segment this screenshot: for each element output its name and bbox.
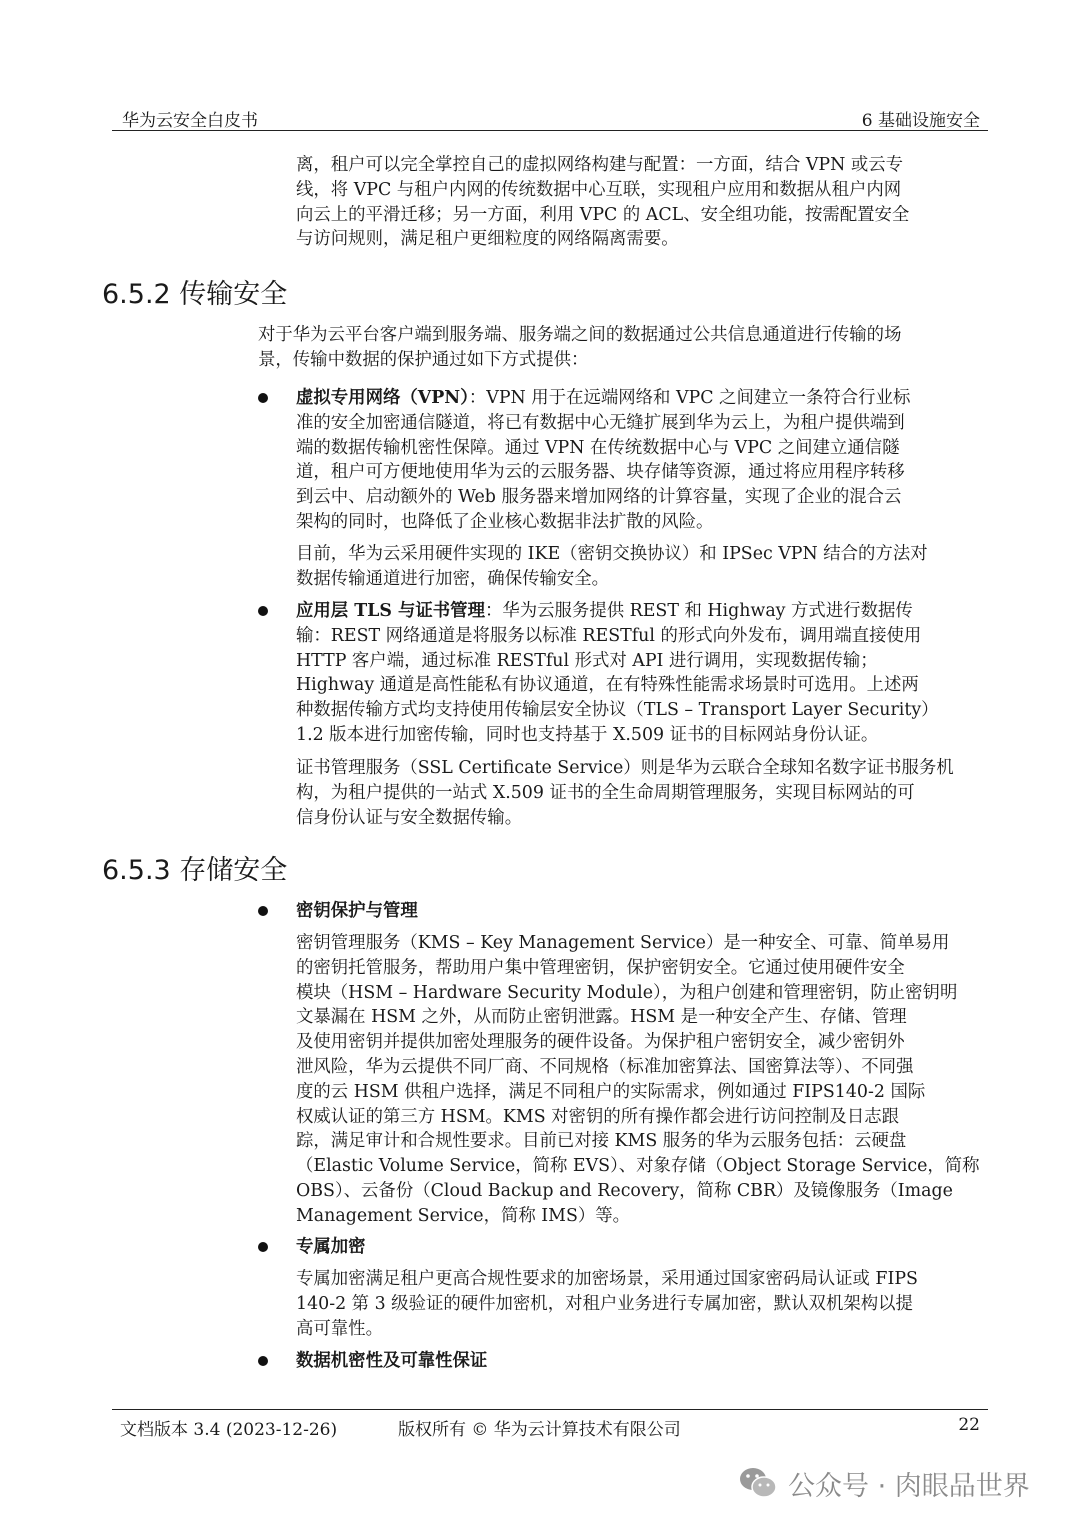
vpn-paragraph <box>296 386 976 535</box>
section-heading-653: 6.5.3 存储安全 <box>102 855 288 886</box>
dedicated-title: 专属加密 <box>296 1237 366 1257</box>
kms-title: 密钥保护与管理 <box>296 901 418 921</box>
text-line: 准的安全加密通信隧道，将已有数据中心无缝扩展到华为云上，为租户提供端到 <box>296 412 905 433</box>
text-line: 权威认证的第三方 HSM。KMS 对密钥的所有操作都会进行访问控制及日志跟 <box>296 1106 899 1127</box>
kms-paragraph <box>296 931 980 1229</box>
copyright: 版权所有 © 华为云计算技术有限公司 <box>398 1420 681 1440</box>
text-line: 目前，华为云采用硬件实现的 IKE（密钥交换协议）和 IPSec VPN 结合的方法对 <box>296 544 928 564</box>
text-line: 的密钥托管服务，帮助用户集中管理密钥，保护密钥安全。它通过使用硬件安全 <box>296 957 905 978</box>
text-line: 高可靠性。 <box>296 1318 383 1339</box>
page-header <box>112 104 988 131</box>
text-line: 及使用密钥并提供加密处理服务的硬件设备。为保护租户密钥安全，减少密钥外 <box>296 1032 905 1053</box>
bullet-marker <box>258 906 268 916</box>
text-line: （Elastic Volume Service，简称 EVS）、对象存储（Object Storage Service，简称 <box>296 1156 980 1177</box>
text-line: Management Service，简称 IMS）等。 <box>296 1205 631 1226</box>
text-line: 对于华为云平台客户端到服务端、服务端之间的数据通过公共信息通道进行传输的场 <box>258 325 902 345</box>
wechat-icon <box>738 1466 778 1500</box>
tls-first-line: ：华为云服务提供 REST 和 Highway 方式进行数据传 <box>484 601 913 621</box>
intro-paragraph <box>296 153 976 252</box>
tls-paragraph <box>296 599 976 748</box>
vpn-first-line: ：VPN 用于在远端网络和 VPC 之间建立一条符合行业标 <box>468 388 911 408</box>
page-number: 22 <box>958 1415 980 1435</box>
text-line: 景，传输中数据的保护通过如下方式提供： <box>258 349 589 370</box>
bullet-marker <box>258 1242 268 1252</box>
text-line: 到云中、启动额外的 Web 服务器来增加网络的计算容量，实现了企业的混合云 <box>296 487 902 508</box>
text-line: 离，租户可以完全掌控自己的虚拟网络构建与配置：一方面，结合 VPN 或云专 <box>296 155 904 175</box>
text-line: 密钥管理服务（KMS – Key Management Service）是一种安全、可靠、简单易用 <box>296 933 950 953</box>
tls-extra-paragraph <box>296 756 976 830</box>
doc-version: 文档版本 3.4 (2023-12-26) <box>120 1420 338 1440</box>
chapter-title: 6 基础设施安全 <box>861 111 980 131</box>
text-line: 踪，满足审计和合规性要求。目前已对接 KMS 服务的华为云服务包括：云硬盘 <box>296 1131 907 1152</box>
text-line: 向云上的平滑迁移；另一方面，利用 VPC 的 ACL、安全组功能，按需配置安全 <box>296 204 910 225</box>
text-line: 线，将 VPC 与租户内网的传统数据中心互联，实现租户应用和数据从租户内网 <box>296 179 902 200</box>
dedicated-paragraph <box>296 1267 976 1341</box>
text-line: 泄风险，华为云提供不同厂商、不同规格（标准加密算法、国密算法等）、不同强 <box>296 1056 914 1077</box>
text-line: 140-2 第 3 级验证的硬件加密机，对租户业务进行专属加密，默认双机架构以提 <box>296 1293 913 1314</box>
watermark <box>738 1461 1030 1505</box>
bullet-marker <box>258 393 268 403</box>
text-line: 构，为租户提供的一站式 X.509 证书的全生命周期管理服务，实现目标网站的可 <box>296 782 915 803</box>
text-line: 模块（HSM – Hardware Security Module），为租户创建和管理密钥，防止密钥明 <box>296 982 958 1003</box>
text-line: 道，租户可方便地使用华为云的云服务器、块存储等资源，通过将应用程序转移 <box>296 462 905 483</box>
text-line: 证书管理服务（SSL Certificate Service）则是华为云联合全球知名数字证书服务机 <box>296 758 954 778</box>
text-line: 数据传输通道进行加密，确保传输安全。 <box>296 568 610 589</box>
text-line: 专属加密满足租户更高合规性要求的加密场景，采用通过国家密码局认证或 FIPS <box>296 1269 918 1289</box>
text-line: 输：REST 网络通道是将服务以标准 RESTful 的形式向外发布，调用端直接使用 <box>296 625 922 646</box>
text-line: 架构的同时，也降低了企业核心数据非法扩散的风险。 <box>296 511 714 532</box>
bullet-marker <box>258 606 268 616</box>
tls-title: 应用层 TLS 与证书管理 <box>296 601 485 621</box>
kms-title-line <box>296 899 976 924</box>
text-line: 1.2 版本进行加密传输，同时也支持基于 X.509 证书的目标网站身份认证。 <box>296 724 879 745</box>
watermark-text: 公众号 · 肉眼品世界 <box>788 1470 1030 1502</box>
text-line: Highway 通道是高性能私有协议通道，在有特殊性能需求场景时可选用。上述两 <box>296 675 919 696</box>
vpn-title: 虚拟专用网络（VPN） <box>296 388 469 408</box>
text-line: 信身份认证与安全数据传输。 <box>296 807 523 828</box>
bullet-marker <box>258 1356 268 1366</box>
vpn-extra-paragraph <box>296 542 976 592</box>
text-line <box>296 386 976 411</box>
doc-title: 华为云安全白皮书 <box>122 111 258 131</box>
text-line: 与访问规则，满足租户更细粒度的网络隔离需要。 <box>296 229 679 250</box>
text-line <box>296 599 976 624</box>
data-conf-title: 数据机密性及可靠性保证 <box>296 1351 488 1371</box>
page-footer <box>112 1409 988 1440</box>
data-conf-title-line <box>296 1349 976 1374</box>
text-line: OBS）、云备份（Cloud Backup and Recovery，简称 CBR）及镜像服务（Image <box>296 1180 953 1201</box>
text-line: 种数据传输方式均支持使用传输层安全协议（TLS – Transport Layer Security） <box>296 700 939 721</box>
text-line: 端的数据传输机密性保障。通过 VPN 在传统数据中心与 VPC 之间建立通信隧 <box>296 437 900 458</box>
section-652-lead <box>258 323 978 373</box>
dedicated-title-line <box>296 1235 976 1260</box>
section-heading-652: 6.5.2 传输安全 <box>102 279 288 310</box>
text-line: HTTP 客户端，通过标准 RESTful 形式对 API 进行调用，实现数据传输； <box>296 650 878 671</box>
text-line: 度的云 HSM 供租户选择，满足不同租户的实际需求，例如通过 FIPS140-2 国际 <box>296 1081 926 1102</box>
text-line: 文暴漏在 HSM 之外，从而防止密钥泄露。HSM 是一种安全产生、存储、管理 <box>296 1007 907 1028</box>
